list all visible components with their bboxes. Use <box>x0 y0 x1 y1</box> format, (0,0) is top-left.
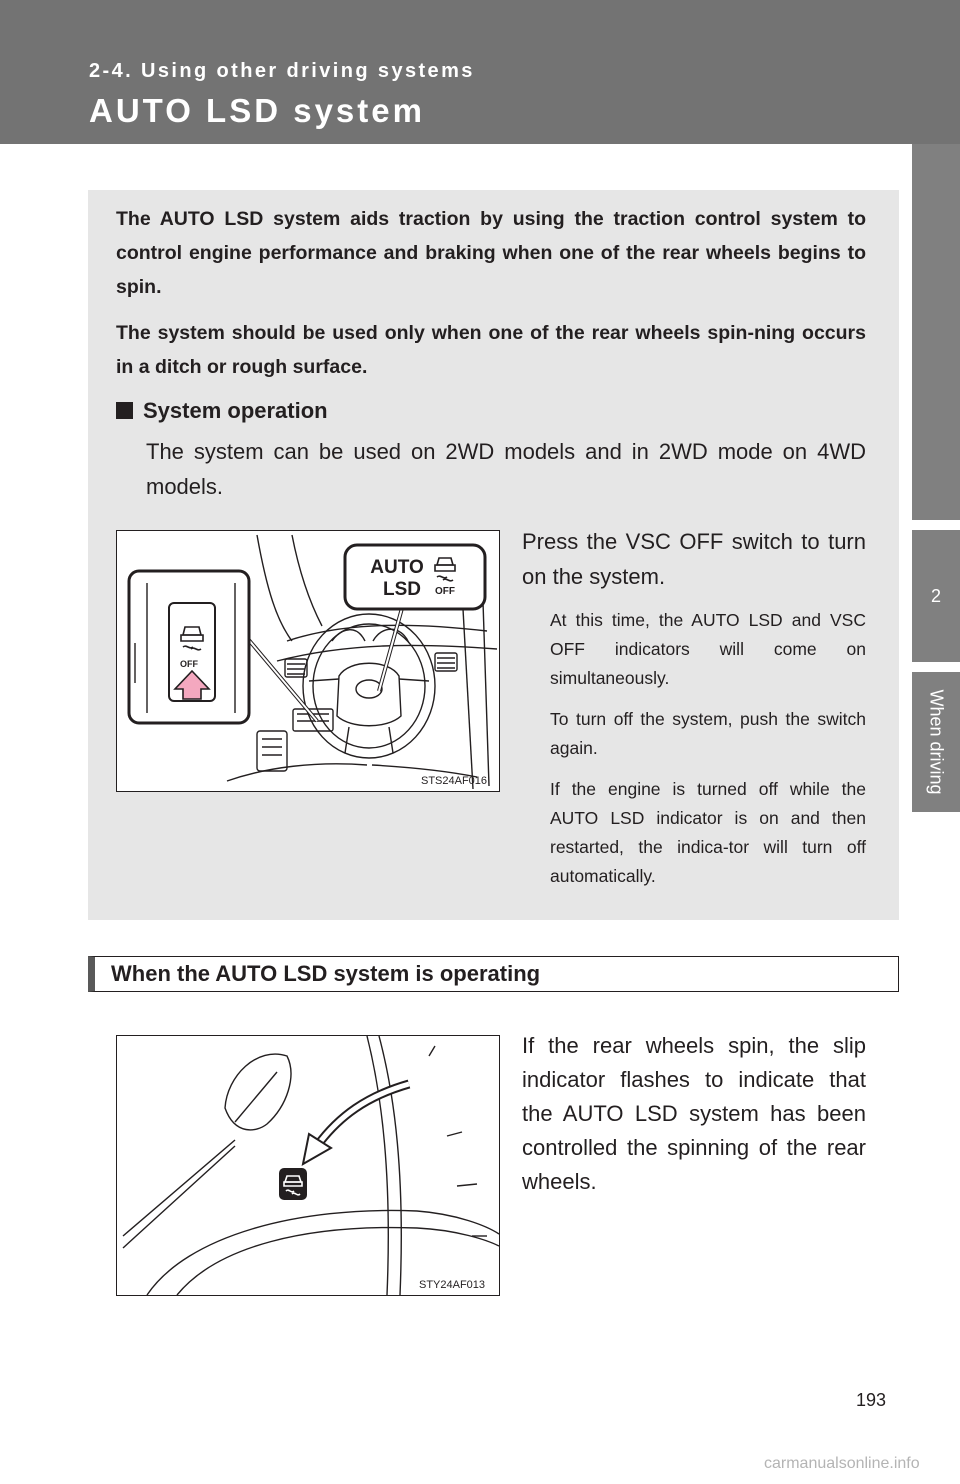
chapter-label: When driving <box>926 689 947 795</box>
page-number: 193 <box>856 1390 887 1410</box>
auto-lsd-indicator-line1: AUTO <box>370 557 424 578</box>
note-turn-off: To turn off the system, push the switch again. <box>550 709 866 758</box>
chapter-label-box <box>912 672 960 812</box>
square-bullet-icon <box>116 402 133 419</box>
vsc-off-switch-illustration <box>116 530 500 792</box>
meter-illustration <box>117 1036 499 1295</box>
page-header <box>0 0 960 144</box>
chapter-number: 2 <box>912 530 960 662</box>
slip-indicator-illustration <box>116 1035 500 1296</box>
figure-code: STY24AF013 <box>419 1279 486 1291</box>
operating-text: If the rear wheels spin, the slip indicator flashes to indicate that the AUTO LSD system has been controlled the spinning of the rear wheels. <box>522 1033 866 1194</box>
system-operation-heading-text: System operation <box>143 398 328 423</box>
chapter-tab-top <box>912 144 960 520</box>
section-title: 2-4. Using other driving systems <box>89 60 475 82</box>
watermark: carmanualsonline.info <box>764 1455 920 1472</box>
auto-lsd-indicator-line2: LSD <box>383 579 421 600</box>
figure-code: STS24AF016 <box>421 775 488 787</box>
note-indicators: At this time, the AUTO LSD and VSC OFF indicators will come on simultaneously. <box>550 610 866 688</box>
system-operation-text: The system can be used on 2WD models and in 2WD mode on 4WD models. <box>146 439 866 499</box>
intro-paragraph-2: The system should be used only when one of the rear wheels spin-ning occurs in a ditch or rough surface. <box>116 322 866 378</box>
indicator-off-label: OFF <box>435 586 455 597</box>
operating-heading: When the AUTO LSD system is operating <box>88 956 899 992</box>
press-instruction: Press the VSC OFF switch to turn on the system. <box>522 529 866 589</box>
note-restart: If the engine is turned off while the AUTO LSD indicator is on and then restarted, the indica-tor will turn off automatically. <box>550 779 866 886</box>
system-operation-heading <box>116 398 328 424</box>
chapter-tab <box>912 144 960 1144</box>
auto-lsd-indicator-label <box>357 557 437 601</box>
dashboard-illustration <box>117 531 499 791</box>
switch-off-label: OFF <box>180 659 198 669</box>
intro-paragraph-1: The AUTO LSD system aids traction by using the traction control system to control engine performance and braking when one of the rear wheels begins to spin. <box>116 208 866 298</box>
page-title: AUTO LSD system <box>89 92 425 129</box>
